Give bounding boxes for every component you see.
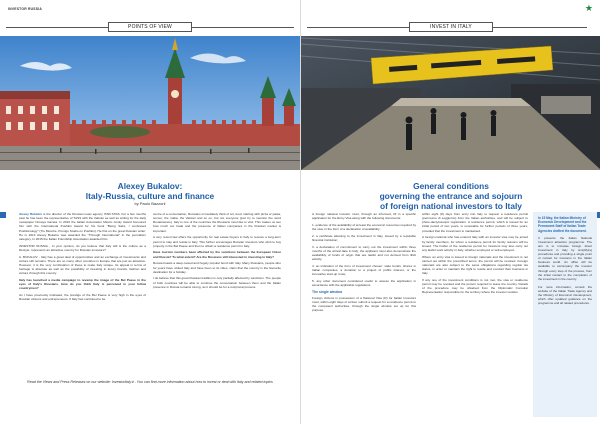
paragraph: centre of a conversation, Russians immediately think of art, food, starting with pizza or pasta, soccer, the mafia, the Vatican and so on, but not everyone (just try to mention the word Renaissance). Italy is one of the countries the Russians most like to visit. This makes us see how much our trade and the presence of Italian companies in the Russian market is important.: [153, 212, 281, 233]
paragraph: A foreign national investor must, through an informed, fill in a specific application for the Entry Visa along with the following documents:: [312, 212, 416, 221]
article-headline: [0, 181, 300, 201]
sidebox-heading: In 15 May, the Italian Ministry of Economic Development and the Permanent Staff of Italian Trade Agencies drafted the document.: [538, 216, 587, 233]
paragraph: Foreign citizens in possession of a National Visa (D) for Italian Investors must, within eight days of arrival, submit a request for a residence permit to the competent authorities, through the single window set up for this purpose.: [312, 295, 416, 313]
paragraph: 4. an indication of the form of investment chosen: state bonds, shares in Italian companies, a donation to a project of public interest, or the innovative start-up route;: [312, 263, 416, 277]
paragraph: I do believe that this great Russian tradition is only partially affected by sanctions. The people of both countries will be able to continue the conversation between them and the Italian presence in Russia remains strong, as it should be for a reciprocal process.: [153, 276, 281, 289]
article-column-1: [312, 212, 416, 417]
paragraph: A. BUKALOV - Italy has a great deal of opportunities and an exchange of investments and culture still remains. There are so many other countries in Europe that are just as attractive. However, it is the very combination of these to make Italy unique. Its appeal in terms of heritage is absolute as well as the possibility of investing in luxury brands, fashion and culture through this country.: [19, 254, 146, 276]
article-byline: by Paolo Bazzoni: [134, 201, 166, 206]
paragraph: 1. evidence of the availability of at least the economic resources required by the visa, in the form of a declaration of availability;: [312, 222, 416, 232]
page-edge-marker: [0, 212, 6, 218]
paragraph: INVESTOR RUSSIA - In your opinion, do you believe that Italy still is the culture as a lifestyle, represents an attractive country for Russian investors?: [19, 243, 146, 252]
headline-line: General conditions: [413, 181, 489, 191]
airport-arrivals-photo: [301, 36, 600, 170]
paragraph: 2. a certificate attesting to the investment in Italy, issued by a reputable financial institution;: [312, 233, 416, 242]
info-sidebox: [533, 212, 597, 417]
paragraph: A foreign national who has entered Italy with an investor visa may be joined by family members, for whom a residence permit for family reasons will be issued. The holder of the residence permit for investors may also carry out any lawful work activity in Italy, whether employed or self-employed.: [422, 235, 528, 252]
star-logo-icon: ★: [584, 3, 593, 13]
paragraph: within eight (8) days from entry into Italy to request a residence permit (permesso di soggiorno) from the Italian authorities, and will be subject to photo-dactyloscopic registration. A residence permit, which is issued for an initial period of two years, is renewable for further periods of three years, provided that the investment is maintained.: [422, 212, 528, 233]
paragraph: Alexey Bukalov is the director of the Russian news agency ITAR-TASS. For a few months past he has been the representative of TASS with the Vatican as well as writing for the daily newspaper Novaya Gazeta. In 2010 the Italian Association Maxim Gorky Award honoured him with the International Pushkin Award for his book "Being Saint, I confessed Pushkinology" (Tre Mosche, Pomigo Studio on Pushkin). He first on the great Russian writer. He is 2014 Alexey Bukalov was awarded the "Through International" in the journalism category. In 2015 the Italian Friendship Association awarded him.: [19, 212, 146, 241]
paragraph: 3. a declaration of commitment to carry out the investment within three months of the arrival date in Italy; the applicant must also demonstrate the availability of funds of origin that are lawful and not derived from illicit activity;: [312, 244, 416, 262]
section-tag: INVEST IN ITALY: [409, 22, 493, 32]
headline-name: Alexey Bukalov:: [117, 181, 183, 191]
lead-name: Alexey Bukalov: [19, 212, 43, 216]
headline-line: governing the entrance and sojourn: [379, 191, 523, 201]
paragraph: Have tourism numbers been affected by the sanctions between the European Union and Russia? To what extent? Are the Russians still interested in investing in Italy?: [153, 250, 281, 259]
sidebox-text: It presents the Italian National Investment attraction programme. The aim is to increase foreign direct investment in Italy by simplifying procedures and providing a single point of contact for investors in the Italian business world. An office will be available to accompany the investor through every step of the process, from the initial contact to the completion of the investment in the country. For more information, consult the website of the Italian Trade Agency and the Ministry of Economic Development, which offer updated guidance on the programme and all related procedures.: [538, 235, 592, 306]
paragraph: Russia boasts a deep-rooted and hugely popular bond with Italy. Many Russians, people who for years have visited Italy and have been to its cities, claim that the country is the favourite destination for a holiday.: [153, 261, 281, 274]
airport-illustration: [301, 36, 600, 170]
article-headline: [301, 181, 600, 211]
paragraph: 5. any other document considered useful to assess the application in accordance with the applicable regulations.: [312, 279, 416, 288]
publication-brand: INVESTOR RUSSIA: [8, 7, 43, 11]
right-page: [300, 0, 600, 424]
website-footer-note: Read the Views and Press Releases on our website: InvestorItaly.it - You can find more information about how to invest or deal with Italy and related topics: [27, 380, 273, 384]
moscow-red-square-photo: [0, 36, 300, 170]
moscow-kremlin-illustration: [0, 36, 300, 170]
article-column-2: [422, 212, 528, 417]
paragraph: Where an entry visa is issued to foreign nationals and the investment is not carried out within the prescribed terms, the permit will be revoked. Foreign nationals are also subject to the same obligations regarding regular tax status, in order to maintain the right to reside and conduct their business in Italy.: [422, 254, 528, 276]
headline-subtitle: Italy-Russia, culture and finance: [85, 191, 215, 201]
article-column-2: [153, 212, 281, 372]
paragraph: As I have previously indicated, the prestige of the Bel Paese is very high in the eyes of Russian citizens and entrepreneurs. If Italy has continued to be: [19, 293, 146, 302]
subheading: The single window: [312, 289, 343, 294]
headline-line: of foreign national investors to Italy: [380, 201, 522, 211]
paragraph: A very recent law offers the opportunity for real estate buyers in Italy to receive a long-term permit to stay and reside in Italy. This further encourages Russian investors who wish to buy property in the Bel Paese and then to obtain a residence permit in Italy.: [153, 235, 281, 248]
article-column-1: [19, 212, 146, 372]
paragraph: If any one of the investment conditions is not met, the visa or residence permit may be revoked and the person required to leave the country. Details of the procedure may be obtained from the Diplomatic Consular Representation responsible for the territory where the investor resides.: [422, 277, 528, 295]
paragraph: Italy has launched a media campaign to revamp the image of the Bel Paese in the eyes of Italy's Russians. How do you think Italy is perceived in your fellow countrymen?: [19, 277, 146, 291]
section-tag: POINTS OF VIEW: [108, 22, 192, 32]
